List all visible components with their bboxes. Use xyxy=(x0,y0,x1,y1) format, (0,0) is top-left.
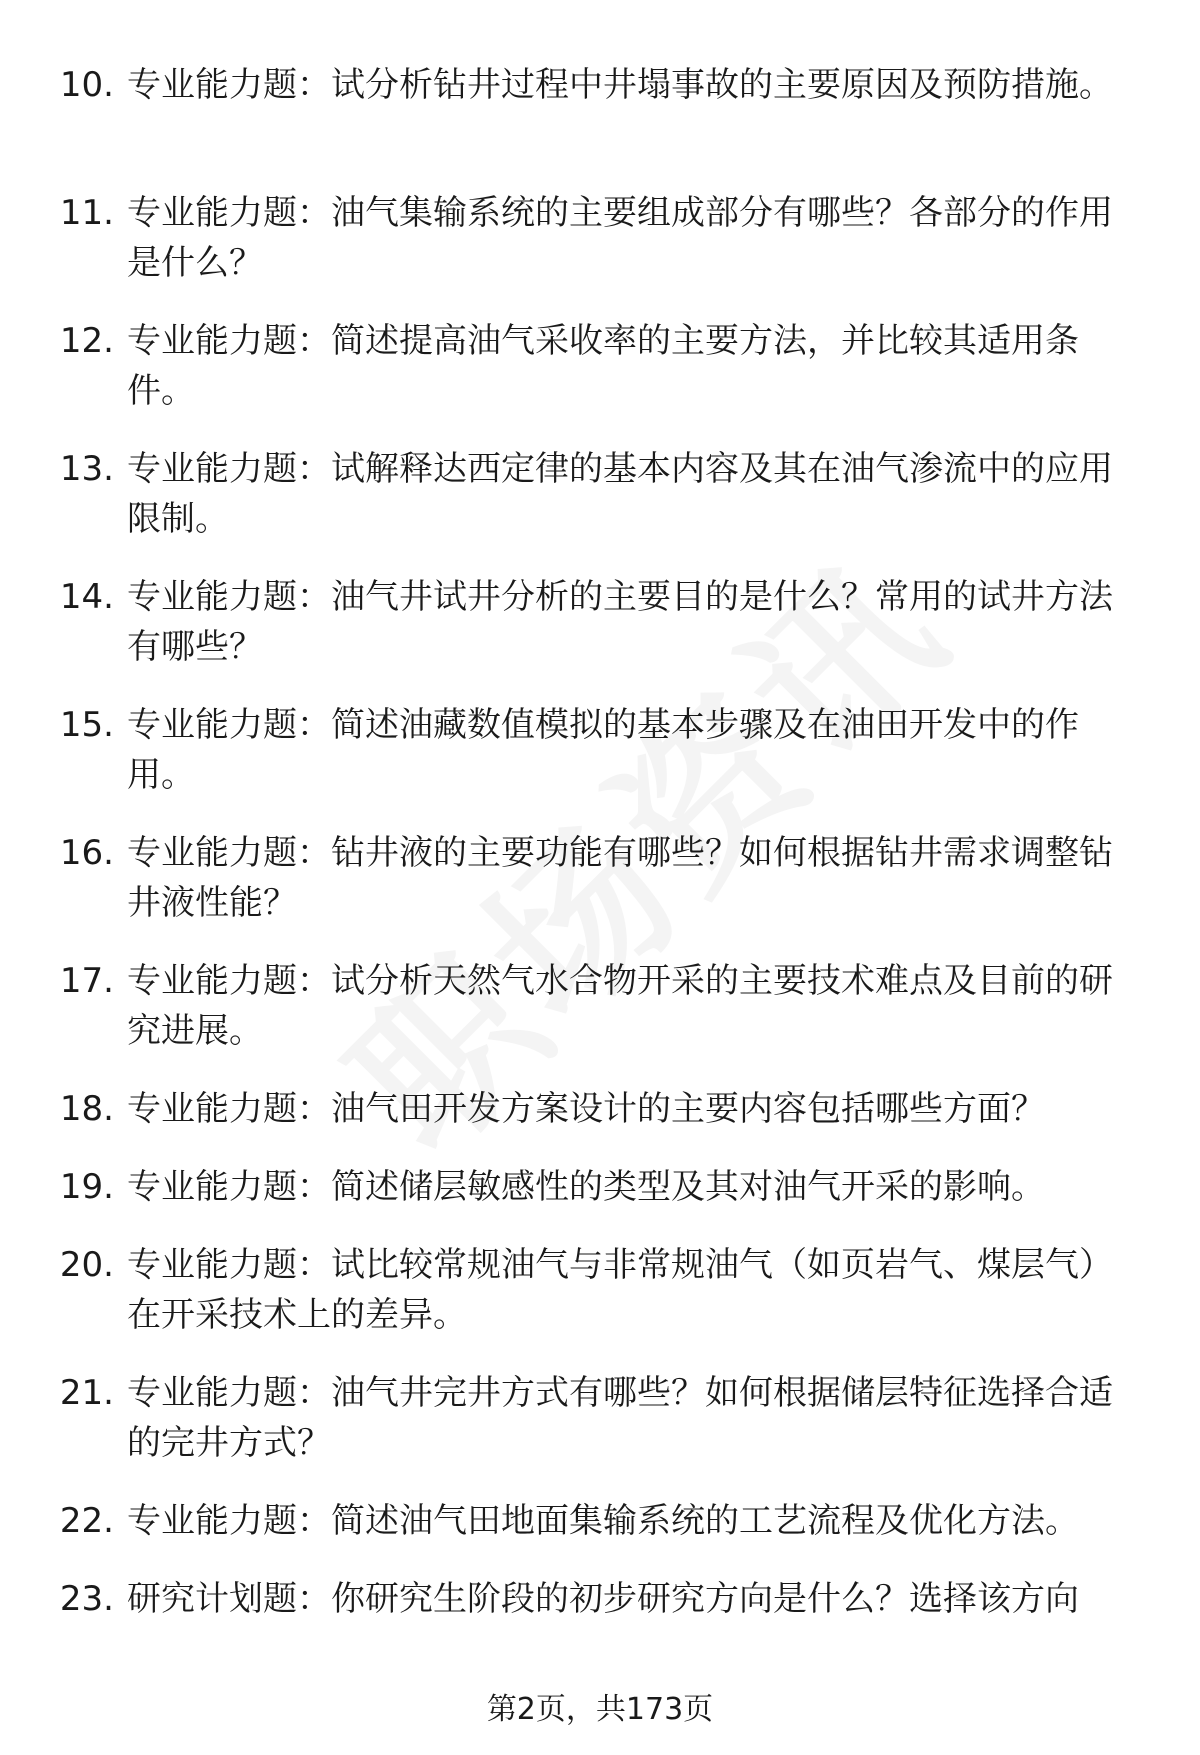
question-number: 11. xyxy=(59,193,114,233)
question-text: 专业能力题：油气集输系统的主要组成部分有哪些？各部分的作用是什么？ xyxy=(127,193,1113,283)
question-text: 专业能力题：简述油藏数值模拟的基本步骤及在油田开发中的作用。 xyxy=(127,705,1079,795)
question-number: 21. xyxy=(59,1373,114,1413)
question-item xyxy=(0,828,1200,928)
question-text: 专业能力题：钻井液的主要功能有哪些？如何根据钻井需求调整钻井液性能？ xyxy=(127,833,1113,923)
question-text: 专业能力题：简述储层敏感性的类型及其对油气开采的影响。 xyxy=(127,1167,1045,1207)
question-item xyxy=(0,956,1200,1056)
question-item xyxy=(0,60,1200,160)
question-number: 18. xyxy=(59,1089,114,1129)
question-item xyxy=(0,572,1200,672)
question-list xyxy=(0,60,1200,1652)
question-number: 17. xyxy=(59,961,114,1001)
question-number: 12. xyxy=(59,321,114,361)
question-text: 专业能力题：试解释达西定律的基本内容及其在油气渗流中的应用限制。 xyxy=(127,449,1113,539)
question-item xyxy=(0,444,1200,544)
question-number: 16. xyxy=(59,833,114,873)
question-text: 专业能力题：试分析天然气水合物开采的主要技术难点及目前的研究进展。 xyxy=(127,961,1113,1051)
question-text: 专业能力题：油气井试井分析的主要目的是什么？常用的试井方法有哪些？ xyxy=(127,577,1113,667)
page-footer: 第2页，共173页 xyxy=(486,1692,714,1727)
question-item xyxy=(0,1496,1200,1546)
question-number: 13. xyxy=(59,449,114,489)
question-item xyxy=(0,1084,1200,1134)
question-item xyxy=(0,316,1200,416)
question-text: 专业能力题：简述油气田地面集输系统的工艺流程及优化方法。 xyxy=(127,1501,1079,1541)
question-text: 专业能力题：油气田开发方案设计的主要内容包括哪些方面？ xyxy=(127,1089,1045,1129)
question-number: 22. xyxy=(59,1501,114,1541)
question-item xyxy=(0,1574,1200,1624)
question-number: 14. xyxy=(59,577,114,617)
question-item xyxy=(0,1368,1200,1468)
question-item xyxy=(0,1162,1200,1212)
question-number: 23. xyxy=(59,1579,114,1619)
question-number: 10. xyxy=(59,65,114,105)
question-item xyxy=(0,188,1200,288)
question-text: 专业能力题：试分析钻井过程中井塌事故的主要原因及预防措施。 xyxy=(127,65,1113,105)
question-number: 20. xyxy=(59,1245,114,1285)
question-text: 专业能力题：油气井完井方式有哪些？如何根据储层特征选择合适的完井方式？ xyxy=(127,1373,1113,1463)
question-text: 研究计划题：你研究生阶段的初步研究方向是什么？选择该方向 xyxy=(127,1579,1079,1619)
question-text: 专业能力题：试比较常规油气与非常规油气（如页岩气、煤层气）在开采技术上的差异。 xyxy=(127,1245,1113,1335)
question-number: 19. xyxy=(59,1167,114,1207)
question-item xyxy=(0,1240,1200,1340)
question-item xyxy=(0,700,1200,800)
question-text: 专业能力题：简述提高油气采收率的主要方法，并比较其适用条件。 xyxy=(127,321,1079,411)
question-number: 15. xyxy=(59,705,114,745)
